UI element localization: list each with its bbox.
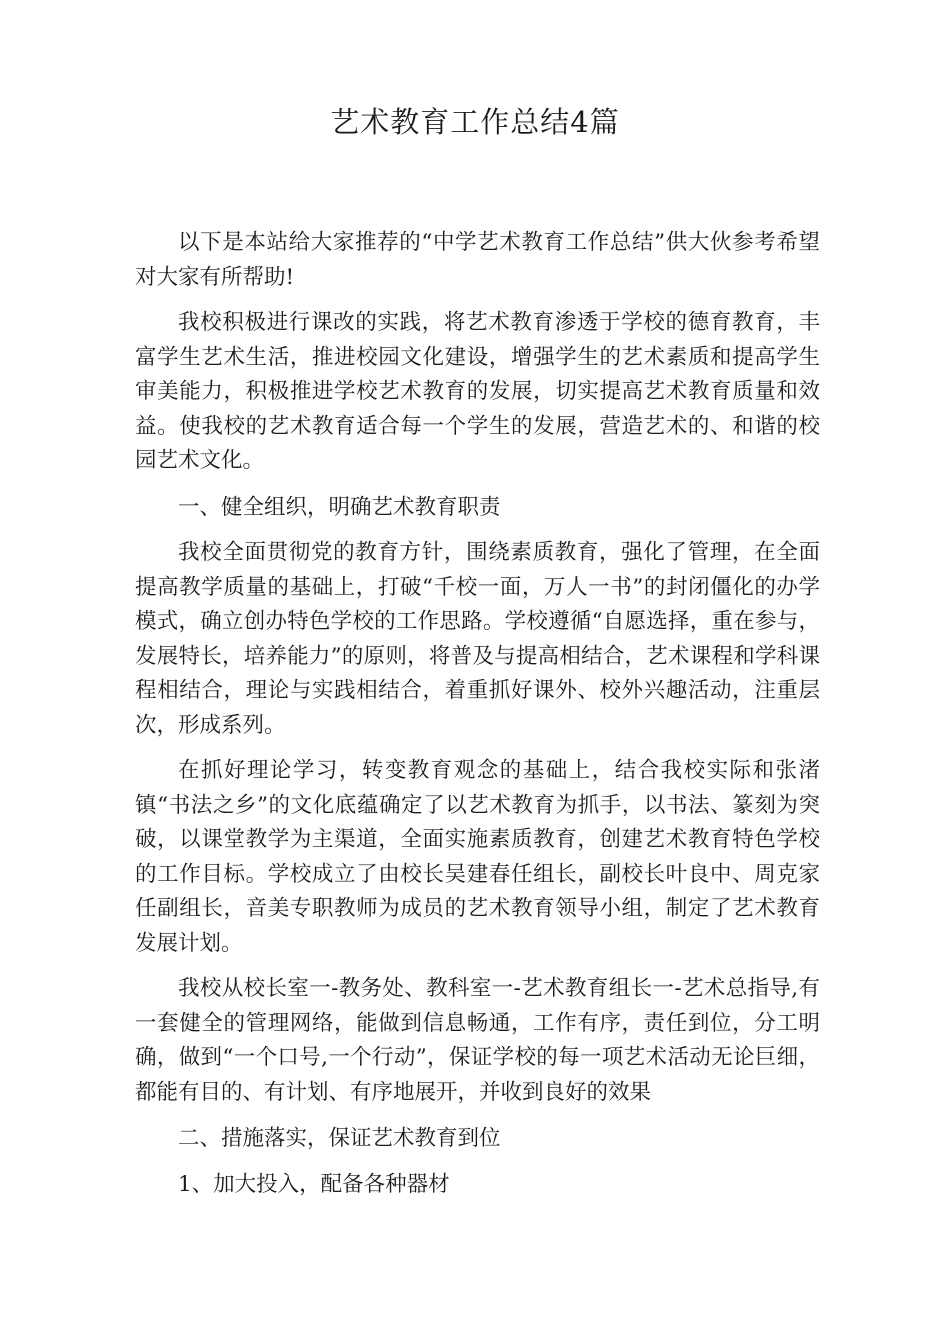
overview-paragraph: 我校积极进行课改的实践，将艺术教育渗透于学校的德育教育，丰富学生艺术生活，推进校园文化建设，增强学生的艺术素质和提高学生审美能力，积极推进学校艺术教育的发展，切实提高艺术教育质量和效益。使我校的艺术教育适合每一个学生的发展，营造艺术的、和谐的校园艺术文化。 (135, 310, 820, 473)
section-1-paragraph-2: 在抓好理论学习，转变教育观念的基础上，结合我校实际和张渚镇“书法之乡”的文化底蕴确定了以艺术教育为抓手，以书法、篆刻为突破，以课堂教学为主渠道，全面实施素质教育，创建艺术教育特色学校的工作目标。学校成立了由校长吴建春任组长，副校长叶良中、周克家任副组长，音美专职教师为成员的艺术教育领导小组，制定了艺术教育发展计划。 (135, 758, 820, 956)
section-heading-1: 一、健全组织，明确艺术教育职责 (178, 494, 501, 520)
section-heading-2: 二、措施落实，保证艺术教育到位 (178, 1126, 501, 1151)
section-1-paragraph-3: 我校从校长室一-教务处、教科室一-艺术教育组长一-艺术总指导,有一套健全的管理网络，能做到信息畅通，工作有序，责任到位，分工明确，做到“一个口号,一个行动”，保证学校的每一项艺术活动无论巨细，都能有目的、有计划、有序地展开，并收到良好的效果 (135, 976, 820, 1105)
document-title: 艺术教育工作总结4篇 (330, 105, 620, 139)
intro-paragraph: 以下是本站给大家推荐的“中学艺术教育工作总结”供大伙参考希望对大家有所帮助! (135, 230, 820, 290)
document-body (135, 226, 820, 1202)
section-1-paragraph-1: 我校全面贯彻党的教育方针，围绕素质教育，强化了管理，在全面提高教学质量的基础上，打破“千校一面，万人一书”的封闭僵化的办学模式，确立创办特色学校的工作思路。学校遵循“自愿选择，重在参与，发展特长，培养能力”的原则，将普及与提高相结合，艺术课程和学科课程相结合，理论与实践相结合，着重抓好课外、校外兴趣活动，注重层次，形成系列。 (135, 540, 820, 738)
subsection-heading-1: 1、加大投入，配备各种器材 (178, 1171, 450, 1197)
